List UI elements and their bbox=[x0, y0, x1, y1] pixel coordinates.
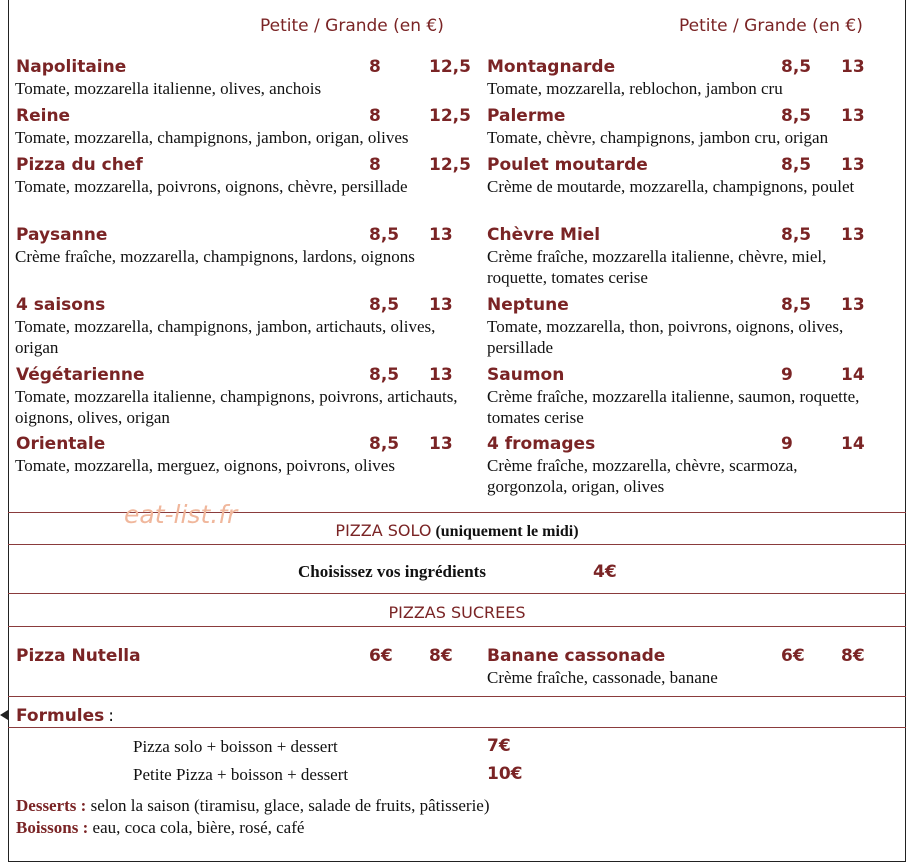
item-description: Tomate, mozzarella italienne, champignons, poivrons, artichauts, oignons, olives, origan bbox=[15, 387, 458, 427]
desserts-label: Desserts : bbox=[16, 796, 87, 815]
item-price-grande: 13 bbox=[841, 295, 865, 315]
section-note: (uniquement le midi) bbox=[435, 523, 579, 540]
item-price-petite: 6€ bbox=[781, 646, 805, 666]
item-name: Pizza du chef bbox=[16, 155, 143, 175]
item-name: 4 fromages bbox=[487, 434, 596, 454]
formule-price: 7€ bbox=[487, 736, 511, 756]
item-price-grande: 13 bbox=[841, 57, 865, 77]
item-description: Crème fraîche, mozzarella, chèvre, scarmoza, gorgonzola, origan, olives bbox=[487, 456, 798, 496]
item-price-petite: 8 bbox=[369, 155, 381, 175]
item-price-petite: 9 bbox=[781, 365, 793, 385]
watermark: eat-list.fr bbox=[124, 500, 238, 529]
item-name: 4 saisons bbox=[16, 295, 106, 315]
item-price-grande: 13 bbox=[841, 106, 865, 126]
desserts-line bbox=[16, 796, 490, 816]
item-price-petite: 8 bbox=[369, 106, 381, 126]
formule-price: 10€ bbox=[487, 764, 523, 784]
item-name: Palerme bbox=[487, 106, 566, 126]
item-price-petite: 8,5 bbox=[781, 106, 812, 126]
divider bbox=[8, 626, 906, 627]
item-price-petite: 8,5 bbox=[781, 295, 812, 315]
item-price-grande: 14 bbox=[841, 434, 865, 454]
desserts-text: selon la saison (tiramisu, glace, salade de fruits, pâtisserie) bbox=[90, 796, 490, 815]
item-name: Neptune bbox=[487, 295, 569, 315]
item-price-grande: 14 bbox=[841, 365, 865, 385]
item-name: Napolitaine bbox=[16, 57, 127, 77]
item-price-petite: 8,5 bbox=[369, 295, 400, 315]
formule-text: Pizza solo + boisson + dessert bbox=[133, 737, 338, 756]
item-price-grande: 8€ bbox=[429, 646, 453, 666]
item-name: Poulet moutarde bbox=[487, 155, 648, 175]
item-name: Banane cassonade bbox=[487, 646, 666, 666]
item-name: Paysanne bbox=[16, 225, 108, 245]
divider bbox=[8, 593, 906, 594]
item-name: Végétarienne bbox=[16, 365, 145, 385]
item-name: Orientale bbox=[16, 434, 106, 454]
item-name: Montagnarde bbox=[487, 57, 616, 77]
item-name: Pizza Nutella bbox=[16, 646, 141, 666]
item-price-grande: 13 bbox=[429, 365, 453, 385]
pizzas-sucrees-heading bbox=[8, 603, 906, 623]
item-price-grande: 12,5 bbox=[429, 57, 471, 77]
item-price-petite: 8,5 bbox=[781, 57, 812, 77]
item-price-grande: 13 bbox=[429, 295, 453, 315]
pizza-solo-heading bbox=[8, 521, 906, 541]
item-description: Crème fraîche, mozzarella italienne, chèvre, miel, roquette, tomates cerise bbox=[487, 247, 827, 287]
item-description: Crème fraîche, mozzarella italienne, saumon, roquette, tomates cerise bbox=[487, 387, 860, 427]
item-price-grande: 12,5 bbox=[429, 106, 471, 126]
item-price-grande: 12,5 bbox=[429, 155, 471, 175]
item-description: Crème de moutarde, mozzarella, champignons, poulet bbox=[487, 177, 855, 196]
section-title: PIZZAS SUCREES bbox=[388, 603, 526, 622]
item-description: Tomate, mozzarella, champignons, jambon, artichauts, olives, origan bbox=[15, 317, 436, 357]
item-price-petite: 8,5 bbox=[369, 434, 400, 454]
item-price-petite: 8,5 bbox=[781, 225, 812, 245]
divider bbox=[8, 696, 906, 697]
item-price-petite: 8 bbox=[369, 57, 381, 77]
item-description: Tomate, mozzarella, merguez, oignons, poivrons, olives bbox=[15, 456, 395, 475]
item-description: Tomate, mozzarella, champignons, jambon, origan, olives bbox=[15, 128, 409, 147]
header-left-price-columns: Petite / Grande (en €) bbox=[260, 16, 444, 36]
item-price-petite: 9 bbox=[781, 434, 793, 454]
item-price-grande: 13 bbox=[841, 155, 865, 175]
item-description: Tomate, chèvre, champignons, jambon cru, origan bbox=[487, 128, 829, 147]
section-title: PIZZA SOLO bbox=[335, 521, 432, 540]
item-price-petite: 8,5 bbox=[369, 225, 400, 245]
item-name: Saumon bbox=[487, 365, 565, 385]
item-price-grande: 13 bbox=[429, 434, 453, 454]
boissons-line bbox=[16, 818, 304, 838]
item-price-grande: 8€ bbox=[841, 646, 865, 666]
header-right-price-columns: Petite / Grande (en €) bbox=[679, 16, 863, 36]
item-description: Tomate, mozzarella italienne, olives, anchois bbox=[15, 79, 322, 98]
formule-text: Petite Pizza + boisson + dessert bbox=[133, 765, 349, 784]
item-description: Crème fraîche, mozzarella, champignons, lardons, oignons bbox=[15, 247, 415, 266]
item-description: Tomate, mozzarella, reblochon, jambon cru bbox=[487, 79, 783, 98]
formules-colon: : bbox=[108, 706, 115, 726]
item-description: Tomate, mozzarella, poivrons, oignons, chèvre, persillade bbox=[15, 177, 408, 196]
item-name: Chèvre Miel bbox=[487, 225, 601, 245]
formules-label: Formules bbox=[16, 706, 105, 726]
solo-choose-price: 4€ bbox=[593, 562, 617, 582]
item-description: Tomate, mozzarella, thon, poivrons, oignons, olives, persillade bbox=[487, 317, 844, 357]
solo-choose-label: Choisissez vos ingrédients bbox=[298, 562, 486, 581]
boissons-text: eau, coca cola, bière, rosé, café bbox=[92, 818, 305, 837]
item-description: Crème fraîche, cassonade, banane bbox=[487, 668, 718, 687]
arrow-marker-icon bbox=[0, 710, 8, 720]
item-price-petite: 6€ bbox=[369, 646, 393, 666]
formules-heading bbox=[16, 706, 114, 726]
item-price-grande: 13 bbox=[841, 225, 865, 245]
item-name: Reine bbox=[16, 106, 71, 126]
divider bbox=[8, 544, 906, 545]
item-price-grande: 13 bbox=[429, 225, 453, 245]
boissons-label: Boissons : bbox=[16, 818, 89, 837]
divider bbox=[8, 727, 906, 728]
item-price-petite: 8,5 bbox=[369, 365, 400, 385]
item-price-petite: 8,5 bbox=[781, 155, 812, 175]
